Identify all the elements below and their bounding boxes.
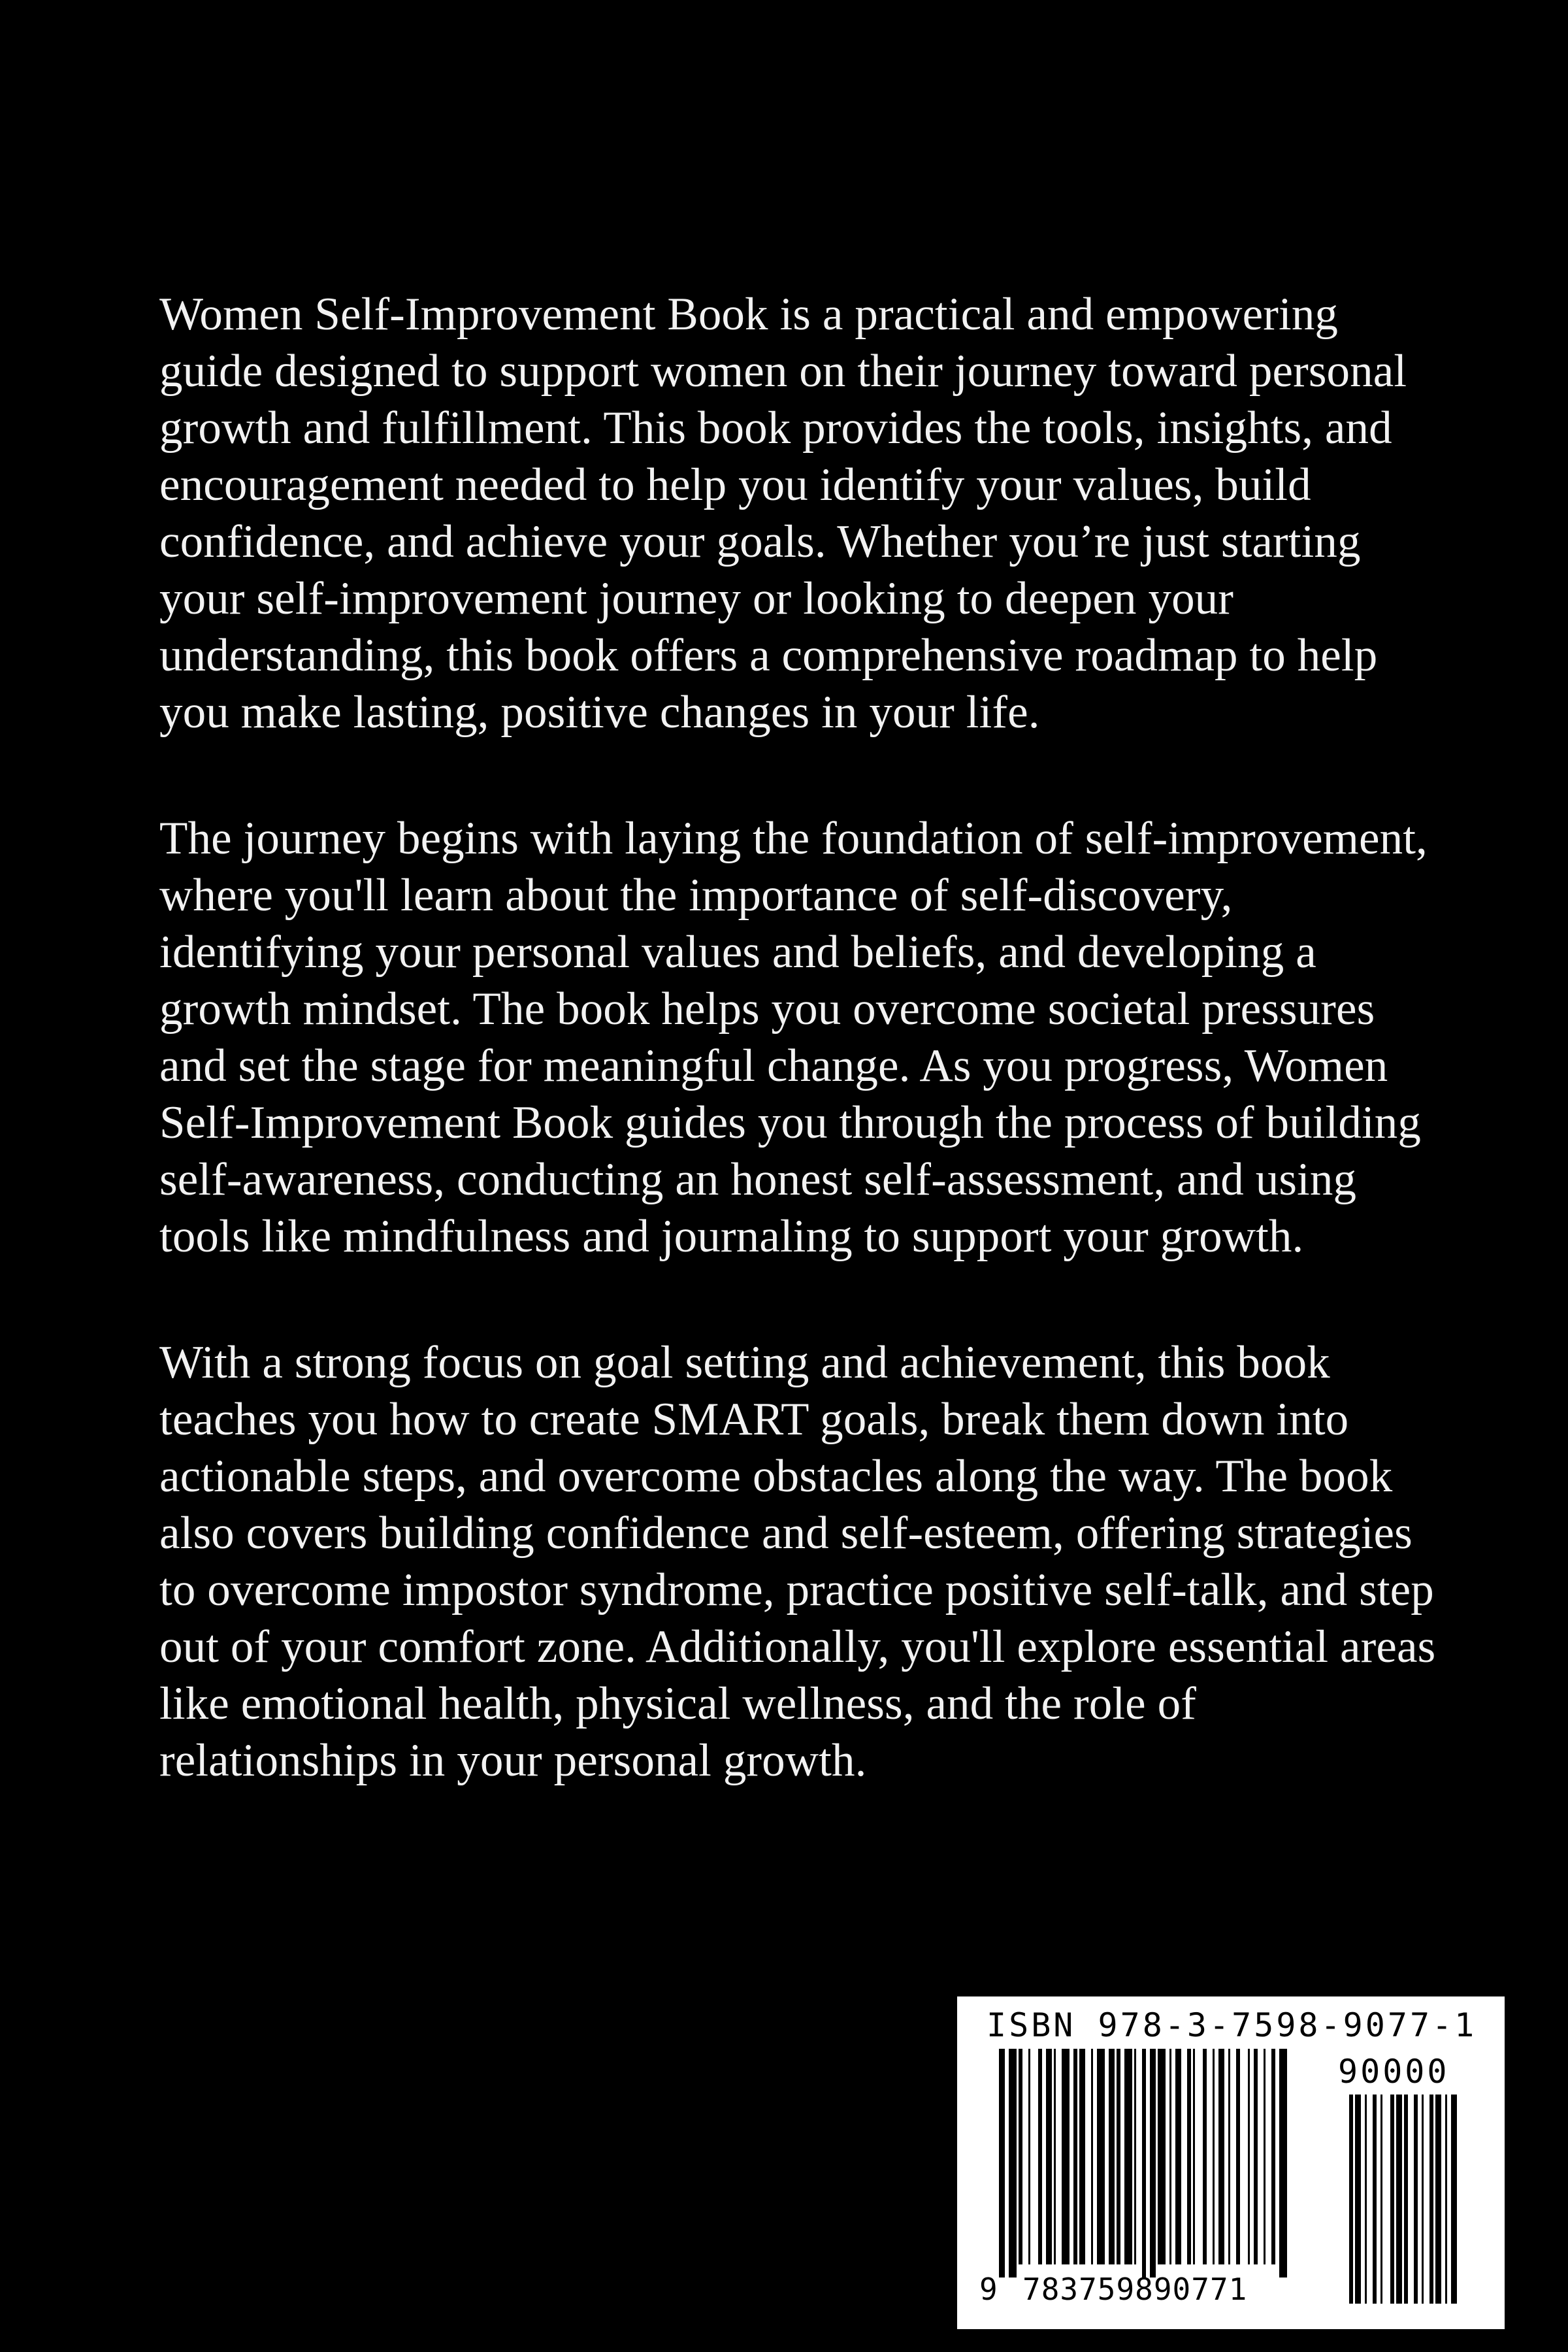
barcode-bar <box>1193 2049 1195 2264</box>
barcode-bar <box>1158 2049 1166 2264</box>
barcode-bar <box>1254 2049 1258 2264</box>
barcode-bar <box>1091 2049 1093 2264</box>
addon-bar <box>1404 2095 1408 2304</box>
barcode-bar <box>1142 2049 1146 2277</box>
barcode-bar <box>1236 2049 1240 2264</box>
barcode-bar <box>1218 2049 1224 2264</box>
barcode-bar <box>1073 2049 1077 2264</box>
addon-bar <box>1445 2095 1447 2304</box>
addon-bar <box>1390 2095 1394 2304</box>
barcode-bar <box>1264 2049 1266 2264</box>
isbn-label: ISBN 978-3-7598-9077-1 <box>987 2006 1477 2044</box>
addon-bar <box>1349 2095 1353 2304</box>
barcode-bar <box>1079 2049 1085 2264</box>
barcode-bar <box>1271 2049 1275 2264</box>
addon-bar <box>1451 2095 1457 2304</box>
barcode-bar <box>999 2049 1005 2277</box>
barcode-bar <box>1213 2049 1215 2264</box>
barcode-bar <box>1169 2049 1171 2264</box>
addon-bar <box>1429 2095 1433 2304</box>
isbn-barcode-box <box>957 1996 1505 2329</box>
barcode-bar <box>1109 2049 1115 2264</box>
barcode-bar <box>1248 2049 1250 2264</box>
addon-bar <box>1414 2095 1418 2304</box>
barcode-bar <box>1228 2049 1230 2264</box>
blurb-paragraph-3: With a strong focus on goal setting and achievement, this book teaches you how to create SMART goals, break them down into actionable steps, and overcome obstacles along the way. The book also covers building confidence and self-esteem, offering strategies to overcome impostor syndrome, practice positive self-talk, and step out of your comfort zone. Additionally, you'll explore essential areas like emotional health, physical wellness, and the role of relationships in your personal growth. <box>159 1337 1436 1786</box>
barcode-bar <box>1203 2049 1207 2264</box>
addon-bar <box>1373 2095 1377 2304</box>
addon-bar <box>1380 2095 1382 2304</box>
addon-digits: 90000 <box>1338 2053 1450 2091</box>
ean-first-digit: 9 <box>979 2272 998 2307</box>
addon-bar <box>1365 2095 1367 2304</box>
addon-bar <box>1355 2095 1361 2304</box>
ean-digits: 783759890771 <box>1022 2272 1248 2307</box>
addon-bar <box>1435 2095 1441 2304</box>
barcode-bar <box>1009 2049 1017 2277</box>
blurb-paragraph-1: Women Self-Improvement Book is a practical and empowering guide designed to support women on their journey toward personal growth and fulfillment. This book provides the tools, insights, and encouragement needed to help you identify your values, build confidence, and achieve your goals. Whether you’re just starting your self-improvement journey or looking to deepen your understanding, this book offers a comprehensive roadmap to help you make lasting, positive changes in your life. <box>159 289 1407 738</box>
addon-bar <box>1396 2095 1402 2304</box>
barcode-bar <box>1175 2049 1181 2264</box>
barcode-bar <box>1054 2049 1056 2264</box>
barcode-bar <box>1019 2049 1022 2264</box>
barcode-bar <box>1028 2049 1030 2264</box>
addon-bar <box>1422 2095 1424 2304</box>
barcode-bar <box>1117 2049 1120 2264</box>
barcode-bar <box>1150 2049 1156 2277</box>
barcode-bar <box>1046 2049 1052 2264</box>
blurb-text <box>159 286 1440 1859</box>
barcode-bar <box>1038 2049 1042 2264</box>
barcode-bar <box>1187 2049 1191 2264</box>
barcode-bar <box>1124 2049 1132 2264</box>
barcode-bar <box>1134 2049 1136 2264</box>
barcode-bar <box>1097 2049 1105 2264</box>
barcode-bar <box>1279 2049 1287 2277</box>
blurb-paragraph-2: The journey begins with laying the foundation of self-improvement, where you'll learn about the importance of self-discovery, identifying your personal values and beliefs, and developing a growth mindset. The book helps you overcome societal pressures and set the stage for meaningful change. As you progress, Women Self-Improvement Book guides you through the process of building self-awareness, conducting an honest self-assessment, and using tools like mindfulness and journaling to support your growth. <box>159 813 1428 1262</box>
barcode-bar <box>1062 2049 1070 2264</box>
